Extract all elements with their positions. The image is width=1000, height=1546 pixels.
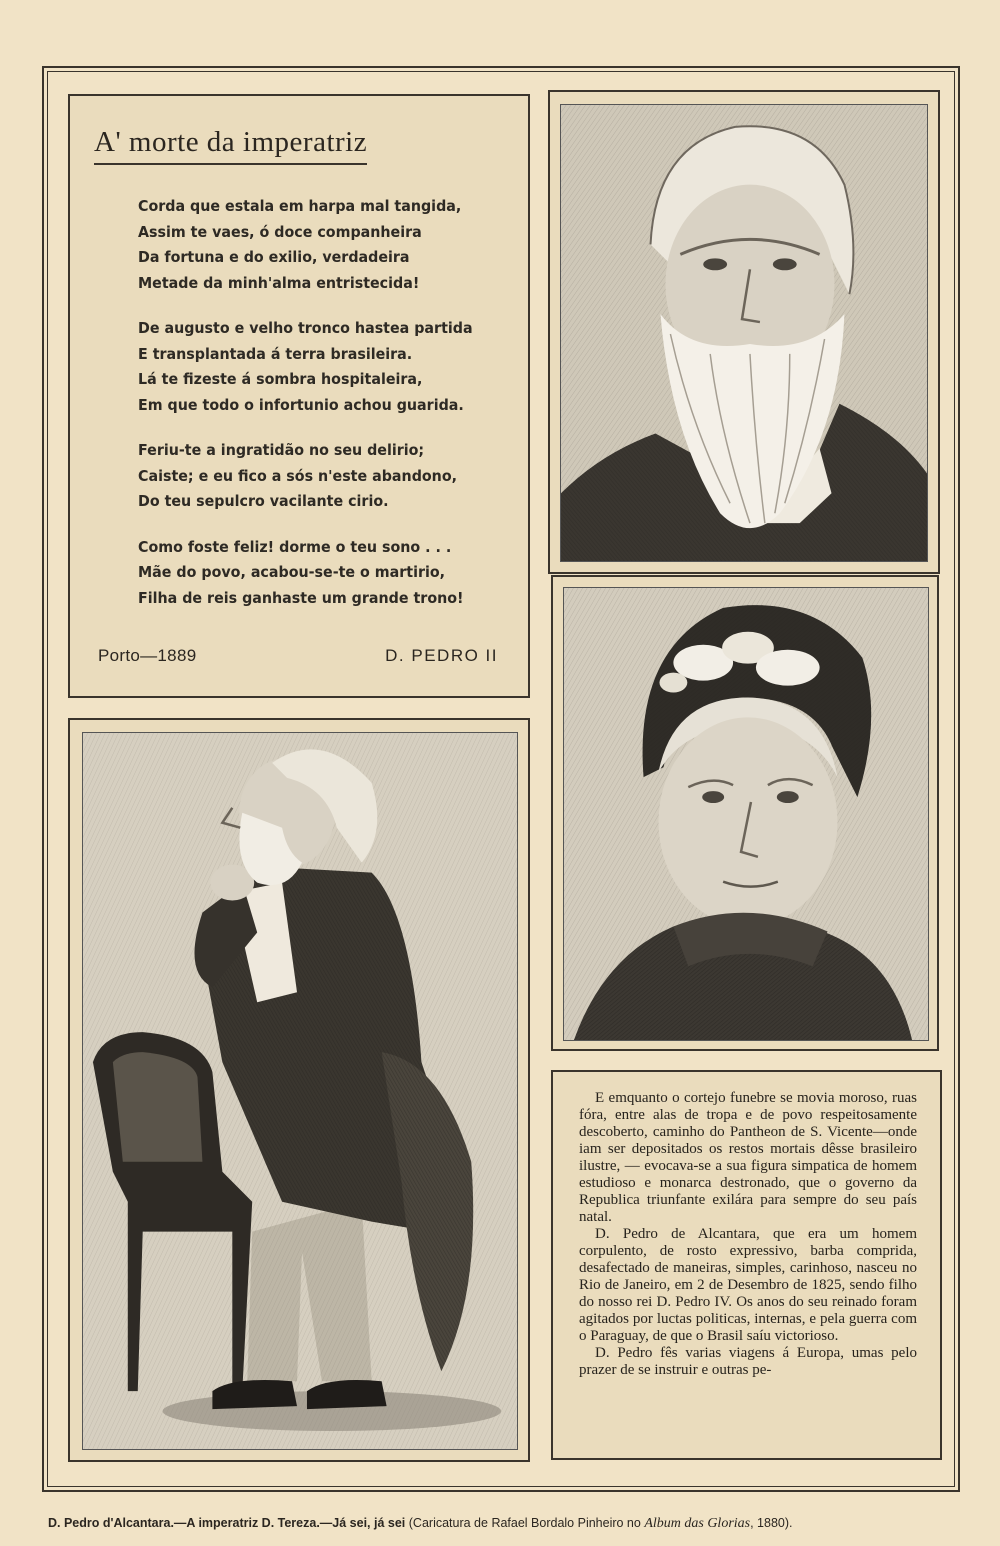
poem-verse: Em que todo o infortunio achou guarida. xyxy=(138,395,464,414)
poem-verse: Como foste feliz! dorme o teu sono . . . xyxy=(138,537,452,556)
article-paragraph: D. Pedro de Alcantara, que era um homem corpulento, de rosto expressivo, barba comprida, desafectado de maneiras, simples, carinhoso, nasceu no Rio de Janeiro, em 2 de Desembro de 1825, sendo filho do nosso rei D. Pedro IV. Os anos do seu reinado foram agitados por luctas politicas, internas, e pela guerra com o Paraguay, de que o Brasil saíu victorioso. xyxy=(579,1226,917,1344)
poem-verse: E transplantada á terra brasileira. xyxy=(138,344,413,363)
article-paragraph: E emquanto o cortejo funebre se movia moroso, ruas fóra, entre alas de tropa e de povo respeitosamente descoberto, caminho do Pantheon de S. Vicente—onde iam ser depositados os restos mortais dêsse brasileiro ilustre, — evocava-se a sua figura simpatica de homem estudioso e monarca destronado, que o governo da Republica triunfante exilára para sempre do seu país natal. xyxy=(579,1090,917,1225)
poem-verse: De augusto e velho tronco hastea partida xyxy=(138,319,473,337)
empress-portrait-icon xyxy=(564,588,928,1040)
poem-place-date: Porto—1889 xyxy=(98,646,197,665)
article-text xyxy=(579,1090,917,1379)
poem-panel xyxy=(68,94,530,698)
article-paragraph: D. Pedro fês varias viagens á Europa, umas pelo prazer de se instruir e outras pe- xyxy=(579,1345,917,1378)
poem-body xyxy=(138,194,518,631)
figure-caption xyxy=(48,1516,978,1532)
poem-stanza xyxy=(138,194,518,296)
caption-year: , 1880). xyxy=(750,1516,793,1530)
poem-stanza xyxy=(138,316,518,418)
caption-title: D. Pedro d'Alcantara.—A imperatriz D. Tereza.—Já sei, já sei xyxy=(48,1516,406,1530)
poem-verse: Caiste; e eu fico a sós n'este abandono, xyxy=(138,466,458,485)
emperor-portrait-icon xyxy=(561,105,927,561)
poem-verse: Assim te vaes, ó doce companheira xyxy=(138,222,422,241)
caption-credit: (Caricatura de Rafael Bordalo Pinheiro no xyxy=(408,1516,645,1530)
poem-verse: Corda que estala em harpa mal tangida, xyxy=(138,197,462,215)
poem-stanza xyxy=(138,438,518,515)
poem-title: A' morte da imperatriz xyxy=(94,126,367,165)
caricature-image xyxy=(82,732,518,1450)
emperor-portrait-image xyxy=(560,104,928,562)
empress-portrait-frame xyxy=(551,575,939,1051)
poem-verse: Filha de reis ganhaste um grande trono! xyxy=(138,588,464,607)
poem-author: D. PEDRO II xyxy=(385,646,498,665)
empress-portrait-image xyxy=(563,587,929,1041)
emperor-portrait-frame xyxy=(548,90,940,574)
article-text-panel xyxy=(551,1070,942,1460)
poem-verse: Mãe do povo, acabou-se-te o martirio, xyxy=(138,563,446,581)
caricature-frame xyxy=(68,718,530,1462)
poem-verse: Lá te fizeste á sombra hospitaleira, xyxy=(138,370,423,388)
poem-stanza xyxy=(138,535,518,612)
caption-album-title: Album das Glorias xyxy=(644,1516,751,1531)
poem-verse: Do teu sepulcro vacilante cirio. xyxy=(138,492,389,510)
poem-verse: Metade da minh'alma entristecida! xyxy=(138,273,420,292)
poem-verse: Feriu-te a ingratidão no seu delirio; xyxy=(138,441,425,459)
caricature-icon xyxy=(83,733,517,1449)
poem-verse: Da fortuna e do exilio, verdadeira xyxy=(138,248,410,266)
